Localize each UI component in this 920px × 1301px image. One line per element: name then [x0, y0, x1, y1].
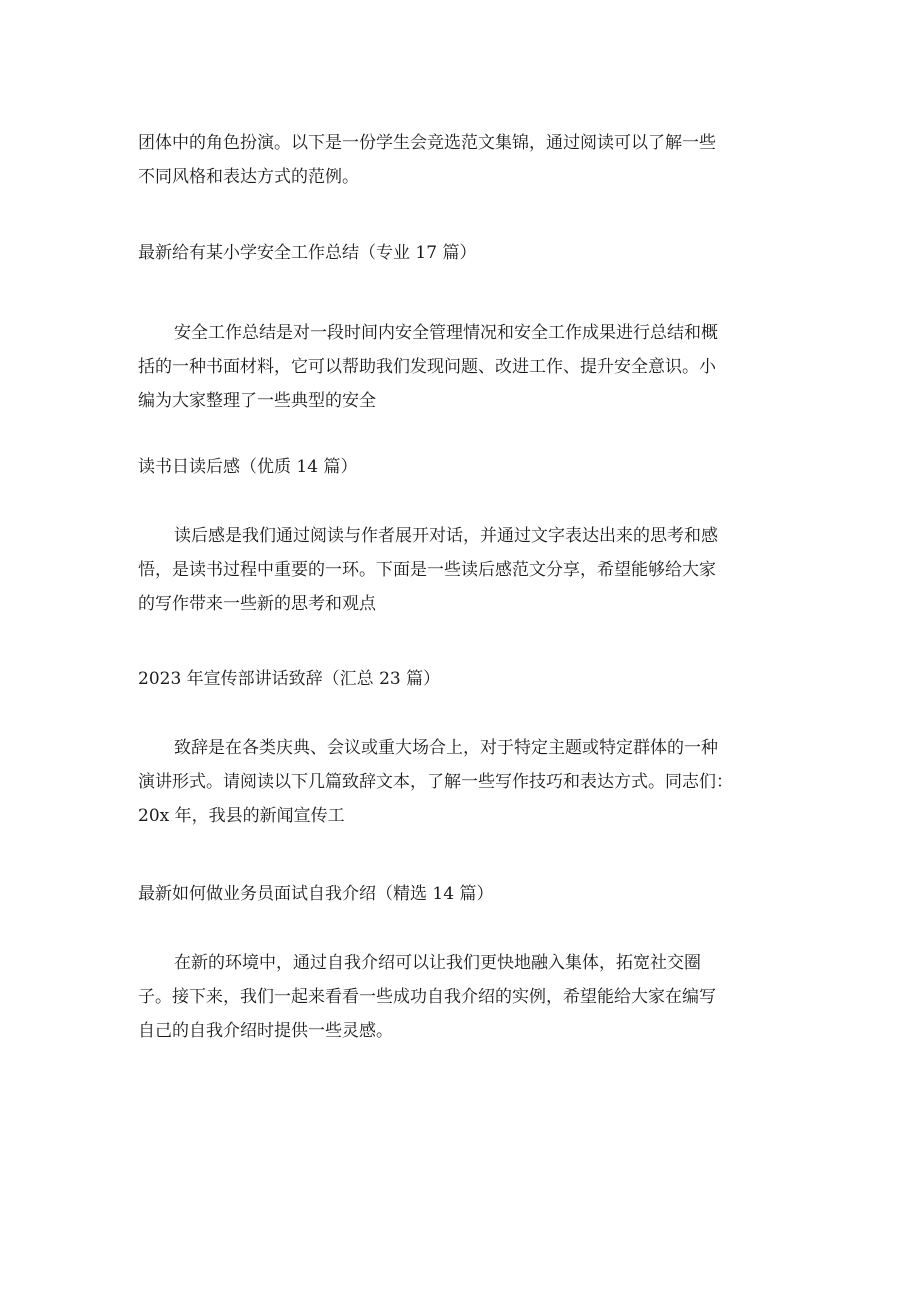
intro-line-2: 不同风格和表达方式的范例。 — [138, 167, 359, 187]
section-title-speech: 2023 年宣传部讲话致辞（汇总 23 篇） — [138, 669, 441, 689]
section-title-reading-day: 读书日读后感（优质 14 篇） — [138, 457, 358, 477]
body-line: 读后感是我们通过阅读与作者展开对话，并通过文字表达出来的思考和感 — [174, 526, 718, 546]
body-line: 20x 年，我县的新闻宣传工 — [138, 806, 345, 826]
intro-line-1: 团体中的角色扮演。以下是一份学生会竞选范文集锦，通过阅读可以了解一些 — [138, 133, 716, 153]
section-body-interview — [138, 946, 778, 1048]
body-line: 安全工作总结是对一段时间内安全管理情况和安全工作成果进行总结和概 — [174, 323, 718, 343]
body-line: 自己的自我介绍时提供一些灵感。 — [138, 1021, 393, 1041]
body-line: 致辞是在各类庆典、会议或重大场合上，对于特定主题或特定群体的一种 — [174, 738, 718, 758]
section-body-safety-summary — [138, 316, 778, 418]
body-line: 悟，是读书过程中重要的一环。下面是一些读后感范文分享，希望能够给大家 — [138, 560, 716, 580]
body-line: 编为大家整理了一些典型的安全 — [138, 391, 376, 411]
intro-paragraph — [138, 126, 778, 194]
section-title-interview: 最新如何做业务员面试自我介绍（精选 14 篇） — [138, 884, 494, 904]
section-body-reading-day — [138, 519, 778, 621]
body-line: 的写作带来一些新的思考和观点 — [138, 594, 376, 614]
body-line: 演讲形式。请阅读以下几篇致辞文本，了解一些写作技巧和表达方式。同志们： — [138, 772, 733, 792]
section-title-safety-summary: 最新给有某小学安全工作总结（专业 17 篇） — [138, 243, 477, 263]
body-line: 括的一种书面材料，它可以帮助我们发现问题、改进工作、提升安全意识。小 — [138, 357, 716, 377]
body-line: 子。接下来，我们一起来看看一些成功自我介绍的实例，希望能给大家在编写 — [138, 987, 716, 1007]
section-body-speech — [138, 731, 778, 833]
body-line: 在新的环境中，通过自我介绍可以让我们更快地融入集体，拓宽社交圈 — [174, 953, 701, 973]
